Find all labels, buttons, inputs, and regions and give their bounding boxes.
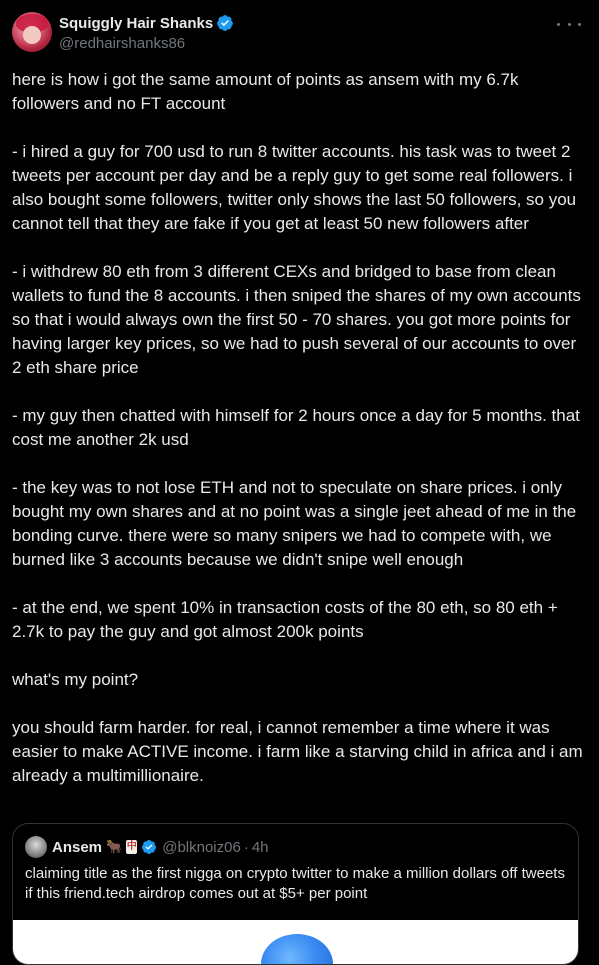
quoted-tweet-text: claiming title as the first nigga on crypto twitter to make a million dollars off tweets if this friend.tech airdrop comes out at $5+ per point (25, 865, 565, 902)
more-dot (568, 23, 571, 26)
tweet-text (12, 68, 587, 788)
author-handle[interactable]: @redhairshanks86 (59, 35, 186, 52)
quoted-tweet-header (25, 836, 269, 858)
verified-badge-icon (216, 14, 234, 32)
quoted-author-handle[interactable]: @blknoiz06 (162, 838, 241, 856)
tweet-paragraph: here is how i got the same amount of points as ansem with my 6.7k followers and no FT account (12, 70, 519, 113)
quoted-tweet[interactable] (12, 823, 579, 965)
quoted-author-avatar[interactable] (25, 836, 47, 858)
more-dot (557, 23, 560, 26)
separator-dot: · (243, 838, 249, 856)
tweet-header (12, 12, 587, 56)
more-dot (578, 23, 581, 26)
tweet-paragraph: you should farm harder. for real, i cannot remember a time where it was easier to make ACTIVE income. i farm like a starving child in africa and i am already a multimillionaire. (12, 718, 583, 785)
more-horizontal-icon[interactable] (557, 14, 581, 34)
mahjong-tile-emoji-icon: 中 (126, 841, 137, 852)
author-display-name[interactable]: Squiggly Hair Shanks (59, 14, 214, 32)
tweet-paragraph: - my guy then chatted with himself for 2 hours once a day for 5 months. that cost me another 2k usd (12, 406, 580, 449)
tweet-paragraph: what's my point? (12, 670, 139, 689)
verified-badge-icon (141, 839, 157, 855)
tweet-paragraph: - i withdrew 80 eth from 3 different CEXs and bridged to base from clean wallets to fund the 8 accounts. i then sniped the shares of my own accounts so that i would always own the first 50 - 70 shares. you got more points for having larger key prices, so we had to push several of our accounts to over 2 eth share price (12, 262, 581, 377)
author-names (59, 13, 234, 52)
ox-emoji-icon: 🐂 (106, 839, 123, 854)
tweet-paragraph: - i hired a guy for 700 usd to run 8 twitter accounts. his task was to tweet 2 tweets per account per day and be a reply guy to get some real followers. i also bought some followers, twitter only shows the last 50 followers, so you cannot tell that they are fake if you get at least 50 new followers after (12, 142, 577, 233)
quoted-tweet-time[interactable]: 4h (251, 838, 269, 856)
media-image-shape (261, 934, 333, 965)
quoted-tweet-media[interactable] (13, 920, 578, 965)
quoted-author-display-name[interactable]: Ansem (52, 838, 103, 856)
tweet-paragraph: - the key was to not lose ETH and not to speculate on share prices. i only bought my own shares and at no point was a single jeet ahead of me in the bonding curve. there were so many snipers we had to compete with, we burned like 3 accounts because we didn't snipe well enough (12, 478, 577, 569)
tweet-paragraph: - at the end, we spent 10% in transaction costs of the 80 eth, so 80 eth + 2.7k to pay the guy and got almost 200k points (12, 598, 558, 641)
author-avatar[interactable] (12, 12, 52, 52)
display-name-row (59, 13, 234, 33)
avatar-face (23, 26, 41, 44)
